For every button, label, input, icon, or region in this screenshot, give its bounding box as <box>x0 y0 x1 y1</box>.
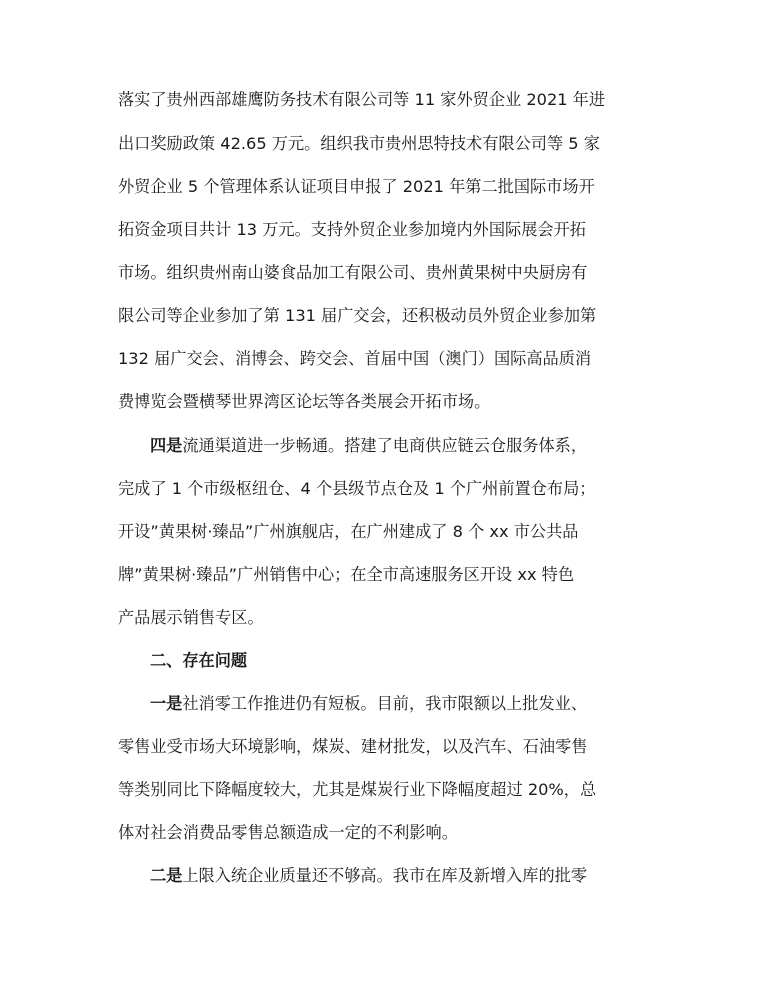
text-line: 等类别同比下降幅度较大，尤其是煤炭行业下降幅度超过 20%，总 <box>118 780 597 799</box>
paragraph-text: 社消零工作推进仍有短板。目前，我市限额以上批发业、 <box>182 694 588 713</box>
text-line: 零售业受市场大环境影响，煤炭、建材批发，以及汽车、石油零售 <box>118 737 588 756</box>
text-line: 落实了贵州西部雄鹰防务技术有限公司等 11 家外贸企业 2021 年进 <box>118 90 606 109</box>
text-line: 市场。组织贵州南山婆食品加工有限公司、贵州黄果树中央厨房有 <box>118 263 588 282</box>
text-line <box>150 696 587 712</box>
text-line: 限公司等企业参加了第 131 届广交会，还积极动员外贸企业参加第 <box>118 306 597 325</box>
text-line: 开设”黄果树·臻品”广州旗舰店，在广州建成了 8 个 xx 市公共品 <box>118 522 579 541</box>
text-line: 体对社会消费品零售总额造成一定的不利影响。 <box>118 823 458 842</box>
paragraph-lead: 一是 <box>150 694 183 713</box>
section-heading: 二、存在问题 <box>150 651 248 670</box>
text-line <box>150 868 587 884</box>
text-line: 牌”黄果树·臻品”广州销售中心；在全市高速服务区开设 xx 特色 <box>118 565 575 584</box>
text-line: 产品展示销售专区。 <box>118 608 264 627</box>
paragraph-text: 流通渠道进一步畅通。搭建了电商供应链云仓服务体系， <box>182 436 588 455</box>
text-line <box>150 438 587 454</box>
paragraph-lead: 二是 <box>150 866 183 885</box>
text-line: 拓资金项目共计 13 万元。支持外贸企业参加境内外国际展会开拓 <box>118 220 586 239</box>
text-line: 出口奖励政策 42.65 万元。组织我市贵州思特技术有限公司等 5 家 <box>118 134 600 153</box>
text-line: 外贸企业 5 个管理体系认证项目申报了 2021 年第二批国际市场开 <box>118 177 595 196</box>
text-line: 132 届广交会、消博会、跨交会、首届中国（澳门）国际高品质消 <box>118 349 592 368</box>
paragraph-lead: 四是 <box>150 436 183 455</box>
text-line: 费博览会暨横琴世界湾区论坛等各类展会开拓市场。 <box>118 392 491 411</box>
paragraph-text: 上限入统企业质量还不够高。我市在库及新增入库的批零 <box>182 866 588 885</box>
text-line: 完成了 1 个市级枢纽仓、4 个县级节点仓及 1 个广州前置仓布局； <box>118 479 596 498</box>
